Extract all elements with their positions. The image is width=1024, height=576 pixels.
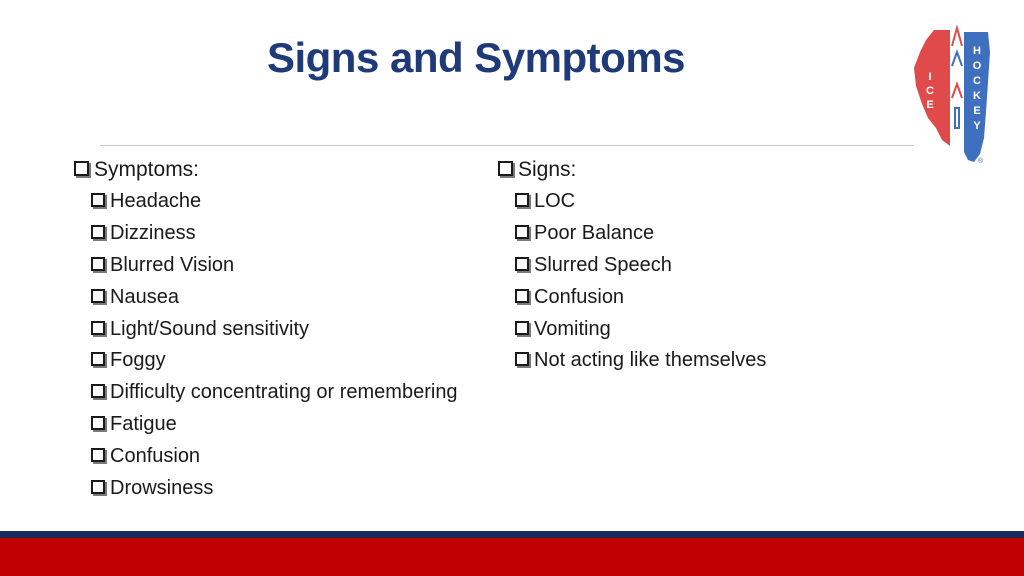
checkbox-bullet-icon — [91, 321, 105, 335]
checkbox-bullet-icon — [91, 225, 105, 239]
checkbox-bullet-icon — [91, 289, 105, 303]
checkbox-bullet-icon — [515, 193, 529, 207]
slide-title: Signs and Symptoms — [266, 34, 686, 81]
checkbox-bullet-icon — [91, 257, 105, 271]
signs-heading: Signs: — [498, 154, 766, 186]
checkbox-bullet-icon — [91, 448, 105, 462]
checkbox-bullet-icon — [91, 384, 105, 398]
list-item: Nausea — [91, 281, 458, 313]
svg-text:K: K — [973, 90, 981, 102]
list-item: Light/Sound sensitivity — [91, 313, 458, 345]
footer-red-band — [0, 538, 1024, 576]
svg-text:Y: Y — [973, 120, 981, 132]
symptoms-column — [74, 154, 458, 504]
signs-list — [515, 186, 766, 377]
symptoms-list — [91, 186, 458, 504]
checkbox-bullet-icon — [91, 193, 105, 207]
checkbox-bullet-icon — [91, 352, 105, 366]
checkbox-bullet-icon — [498, 161, 513, 176]
checkbox-bullet-icon — [515, 289, 529, 303]
list-item: Poor Balance — [515, 218, 766, 250]
checkbox-bullet-icon — [515, 225, 529, 239]
list-item: Confusion — [515, 281, 766, 313]
list-item: Vomiting — [515, 313, 766, 345]
checkbox-bullet-icon — [515, 257, 529, 271]
svg-text:H: H — [973, 45, 981, 57]
svg-text:O: O — [972, 60, 982, 72]
checkbox-bullet-icon — [515, 352, 529, 366]
list-item: Difficulty concentrating or remembering — [91, 377, 458, 409]
checkbox-bullet-icon — [91, 480, 105, 494]
svg-text:E: E — [973, 105, 981, 117]
checkbox-bullet-icon — [74, 161, 89, 176]
ice-hockey-logo — [912, 22, 992, 168]
footer-navy-stripe — [0, 531, 1024, 538]
list-item: Foggy — [91, 345, 458, 377]
list-item: Blurred Vision — [91, 250, 458, 282]
list-item: Dizziness — [91, 218, 458, 250]
checkbox-bullet-icon — [91, 416, 105, 430]
svg-text:C: C — [926, 85, 934, 97]
svg-text:I: I — [928, 71, 932, 83]
checkbox-bullet-icon — [515, 321, 529, 335]
list-item: Drowsiness — [91, 472, 458, 504]
list-item: Slurred Speech — [515, 250, 766, 282]
list-item: Confusion — [91, 440, 458, 472]
list-item: Not acting like themselves — [515, 345, 766, 377]
svg-text:C: C — [973, 75, 981, 87]
list-item: Fatigue — [91, 409, 458, 441]
list-item: LOC — [515, 186, 766, 218]
logo-registered-mark: ® — [978, 158, 984, 165]
symptoms-heading: Symptoms: — [74, 154, 458, 186]
list-item: Headache — [91, 186, 458, 218]
svg-text:E: E — [926, 99, 934, 111]
signs-column — [498, 154, 766, 377]
title-divider — [100, 145, 914, 146]
